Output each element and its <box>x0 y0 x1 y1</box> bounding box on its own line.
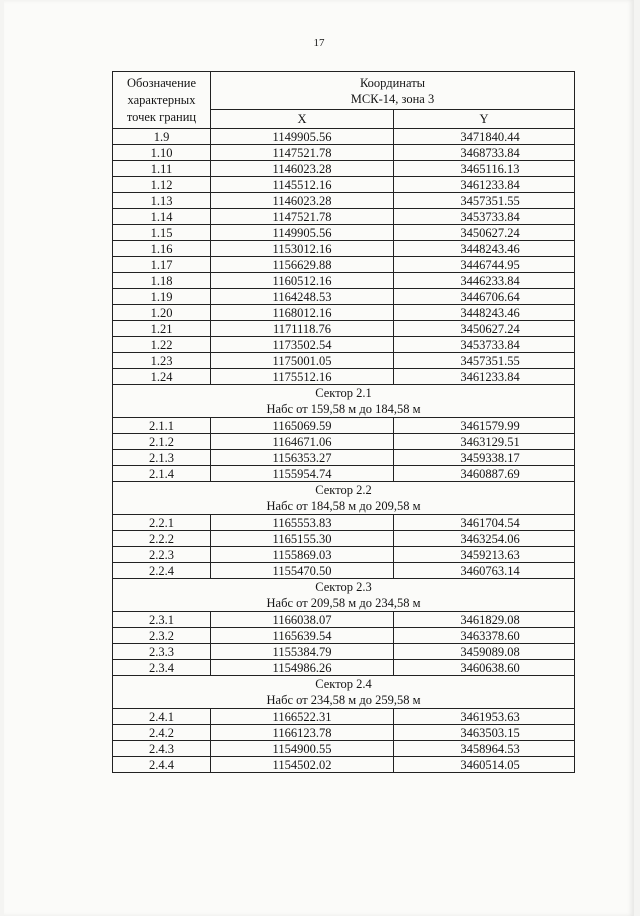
table-row <box>113 434 575 450</box>
point-id-cell: 2.1.2 <box>113 434 211 450</box>
table-row <box>113 725 575 741</box>
sector-row <box>113 579 575 612</box>
point-id-cell: 2.2.1 <box>113 515 211 531</box>
point-id-cell: 2.4.3 <box>113 741 211 757</box>
x-coordinate-cell: 1154502.02 <box>211 757 394 773</box>
document-page <box>4 0 634 916</box>
point-id-cell: 1.18 <box>113 273 211 289</box>
point-id-cell: 2.1.1 <box>113 418 211 434</box>
x-coordinate-cell: 1155869.03 <box>211 547 394 563</box>
x-coordinate-cell: 1147521.78 <box>211 145 394 161</box>
table-row <box>113 225 575 241</box>
x-coordinate-cell: 1166522.31 <box>211 709 394 725</box>
point-id-cell: 1.11 <box>113 161 211 177</box>
page-number: 17 <box>313 37 325 49</box>
y-coordinate-cell: 3457351.55 <box>394 193 575 209</box>
table-row <box>113 466 575 482</box>
y-coordinate-cell: 3465116.13 <box>394 161 575 177</box>
sector-title: Сектор 2.4 <box>315 677 372 691</box>
point-id-cell: 1.12 <box>113 177 211 193</box>
y-coordinate-cell: 3460763.14 <box>394 563 575 579</box>
y-coordinate-cell: 3463129.51 <box>394 434 575 450</box>
table-row <box>113 177 575 193</box>
table-row <box>113 321 575 337</box>
x-coordinate-cell: 1147521.78 <box>211 209 394 225</box>
coordinates-label: Координаты <box>359 75 426 90</box>
table-row <box>113 241 575 257</box>
point-id-cell: 2.3.3 <box>113 644 211 660</box>
table-row <box>113 145 575 161</box>
y-coordinate-cell: 3461829.08 <box>394 612 575 628</box>
table-row <box>113 563 575 579</box>
x-coordinate-cell: 1166038.07 <box>211 612 394 628</box>
point-id-cell: 1.14 <box>113 209 211 225</box>
table-row <box>113 209 575 225</box>
y-coordinate-cell: 3459213.63 <box>394 547 575 563</box>
y-coordinate-cell: 3460514.05 <box>394 757 575 773</box>
sector-height-range: Набс от 234,58 м до 259,58 м <box>266 693 421 707</box>
point-id-cell: 2.2.4 <box>113 563 211 579</box>
x-coordinate-cell: 1154900.55 <box>211 741 394 757</box>
y-coordinate-cell: 3461953.63 <box>394 709 575 725</box>
table-row <box>113 644 575 660</box>
point-id-cell: 1.17 <box>113 257 211 273</box>
y-coordinate-cell: 3461233.84 <box>394 369 575 385</box>
x-coordinate-cell: 1173502.54 <box>211 337 394 353</box>
point-id-cell: 2.2.3 <box>113 547 211 563</box>
point-id-cell: 2.1.4 <box>113 466 211 482</box>
table-row <box>113 628 575 644</box>
x-coordinate-cell: 1165553.83 <box>211 515 394 531</box>
sector-row <box>113 482 575 515</box>
sector-cell <box>113 482 575 515</box>
point-id-cell: 1.21 <box>113 321 211 337</box>
sector-title: Сектор 2.3 <box>315 580 372 594</box>
table-row <box>113 450 575 466</box>
x-header: X <box>211 110 394 129</box>
x-coordinate-cell: 1145512.16 <box>211 177 394 193</box>
table-row <box>113 709 575 725</box>
y-coordinate-cell: 3446744.95 <box>394 257 575 273</box>
x-coordinate-cell: 1156353.27 <box>211 450 394 466</box>
x-coordinate-cell: 1155954.74 <box>211 466 394 482</box>
y-coordinate-cell: 3448243.46 <box>394 241 575 257</box>
table-row <box>113 305 575 321</box>
point-id-cell: 1.13 <box>113 193 211 209</box>
point-id-cell: 2.1.3 <box>113 450 211 466</box>
table-row <box>113 741 575 757</box>
sector-cell <box>113 385 575 418</box>
coordinates-header <box>211 72 575 110</box>
x-coordinate-cell: 1171118.76 <box>211 321 394 337</box>
table-row <box>113 612 575 628</box>
y-coordinate-cell: 3458964.53 <box>394 741 575 757</box>
table-body <box>113 129 575 773</box>
table-row <box>113 660 575 676</box>
x-coordinate-cell: 1146023.28 <box>211 161 394 177</box>
x-coordinate-cell: 1165069.59 <box>211 418 394 434</box>
y-coordinate-cell: 3450627.24 <box>394 321 575 337</box>
x-coordinate-cell: 1168012.16 <box>211 305 394 321</box>
x-coordinate-cell: 1160512.16 <box>211 273 394 289</box>
y-coordinate-cell: 3463378.60 <box>394 628 575 644</box>
x-coordinate-cell: 1154986.26 <box>211 660 394 676</box>
x-coordinate-cell: 1165639.54 <box>211 628 394 644</box>
point-id-cell: 1.19 <box>113 289 211 305</box>
point-id-cell: 1.9 <box>113 129 211 145</box>
y-coordinate-cell: 3471840.44 <box>394 129 575 145</box>
x-coordinate-cell: 1175001.05 <box>211 353 394 369</box>
table-row <box>113 418 575 434</box>
x-coordinate-cell: 1149905.56 <box>211 225 394 241</box>
y-coordinate-cell: 3459338.17 <box>394 450 575 466</box>
table-row <box>113 757 575 773</box>
y-coordinate-cell: 3446233.84 <box>394 273 575 289</box>
y-coordinate-cell: 3453733.84 <box>394 337 575 353</box>
y-header: Y <box>394 110 575 129</box>
point-id-cell: 2.4.2 <box>113 725 211 741</box>
table-row <box>113 161 575 177</box>
point-id-cell: 1.22 <box>113 337 211 353</box>
y-coordinate-cell: 3461233.84 <box>394 177 575 193</box>
sector-height-range: Набс от 184,58 м до 209,58 м <box>266 499 421 513</box>
point-id-cell: 1.15 <box>113 225 211 241</box>
x-coordinate-cell: 1149905.56 <box>211 129 394 145</box>
y-coordinate-cell: 3463503.15 <box>394 725 575 741</box>
point-id-cell: 1.20 <box>113 305 211 321</box>
point-id-cell: 2.3.4 <box>113 660 211 676</box>
table-row <box>113 289 575 305</box>
x-coordinate-cell: 1164671.06 <box>211 434 394 450</box>
point-id-cell: 2.3.2 <box>113 628 211 644</box>
sector-cell <box>113 579 575 612</box>
point-id-cell: 1.24 <box>113 369 211 385</box>
sector-title: Сектор 2.2 <box>315 483 372 497</box>
table-row <box>113 547 575 563</box>
table-row <box>113 515 575 531</box>
coordinates-table <box>112 71 575 773</box>
y-coordinate-cell: 3450627.24 <box>394 225 575 241</box>
table-row <box>113 193 575 209</box>
table-row <box>113 129 575 145</box>
sector-cell <box>113 676 575 709</box>
y-coordinate-cell: 3446706.64 <box>394 289 575 305</box>
point-designation-header: Обозначение характерных точек границ <box>113 72 211 129</box>
table-row <box>113 257 575 273</box>
y-coordinate-cell: 3459089.08 <box>394 644 575 660</box>
x-coordinate-cell: 1166123.78 <box>211 725 394 741</box>
y-coordinate-cell: 3448243.46 <box>394 305 575 321</box>
x-coordinate-cell: 1155470.50 <box>211 563 394 579</box>
sector-row <box>113 676 575 709</box>
y-coordinate-cell: 3460887.69 <box>394 466 575 482</box>
point-id-cell: 2.2.2 <box>113 531 211 547</box>
y-coordinate-cell: 3461704.54 <box>394 515 575 531</box>
y-coordinate-cell: 3453733.84 <box>394 209 575 225</box>
table-row <box>113 273 575 289</box>
y-coordinate-cell: 3460638.60 <box>394 660 575 676</box>
sector-title: Сектор 2.1 <box>315 386 372 400</box>
table-row <box>113 337 575 353</box>
y-coordinate-cell: 3468733.84 <box>394 145 575 161</box>
y-coordinate-cell: 3457351.55 <box>394 353 575 369</box>
x-coordinate-cell: 1153012.16 <box>211 241 394 257</box>
point-id-cell: 1.16 <box>113 241 211 257</box>
point-id-cell: 1.10 <box>113 145 211 161</box>
x-coordinate-cell: 1175512.16 <box>211 369 394 385</box>
y-coordinate-cell: 3461579.99 <box>394 418 575 434</box>
table-header-row <box>113 72 575 110</box>
point-id-cell: 1.23 <box>113 353 211 369</box>
point-id-cell: 2.3.1 <box>113 612 211 628</box>
sector-height-range: Набс от 209,58 м до 234,58 м <box>266 596 421 610</box>
coordinate-system-label: МСК-14, зона 3 <box>350 91 435 106</box>
table-row <box>113 369 575 385</box>
x-coordinate-cell: 1165155.30 <box>211 531 394 547</box>
point-id-cell: 2.4.4 <box>113 757 211 773</box>
x-coordinate-cell: 1146023.28 <box>211 193 394 209</box>
x-coordinate-cell: 1156629.88 <box>211 257 394 273</box>
sector-row <box>113 385 575 418</box>
x-coordinate-cell: 1155384.79 <box>211 644 394 660</box>
x-coordinate-cell: 1164248.53 <box>211 289 394 305</box>
point-id-cell: 2.4.1 <box>113 709 211 725</box>
table-row <box>113 353 575 369</box>
y-coordinate-cell: 3463254.06 <box>394 531 575 547</box>
sector-height-range: Набс от 159,58 м до 184,58 м <box>266 402 421 416</box>
table-row <box>113 531 575 547</box>
